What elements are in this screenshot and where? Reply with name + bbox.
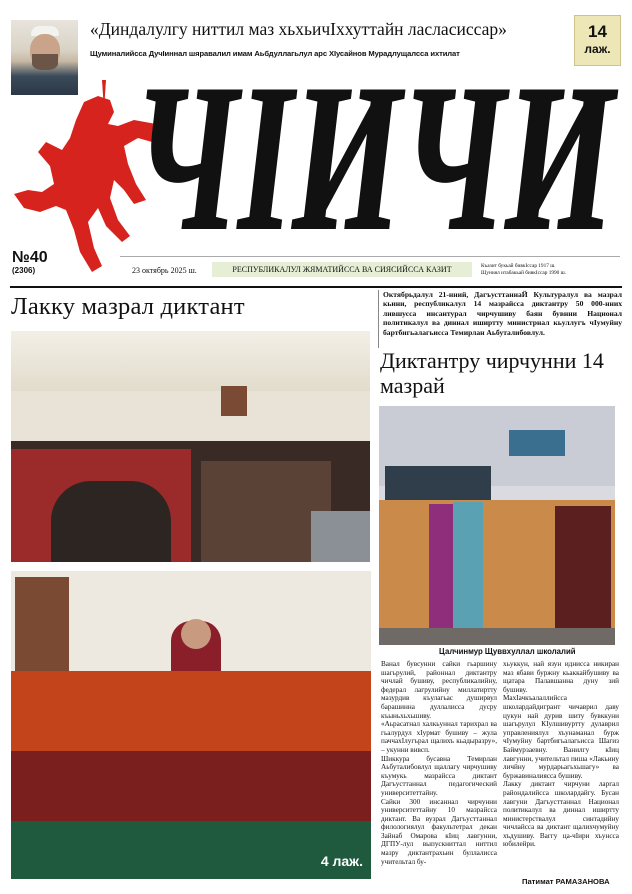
founded-line-2: Щуниял итабакьай бивкIссар 1990 ш. xyxy=(481,270,567,276)
feature-subline: Щуминалийсса ДучӀиннал шяравалил имам Аьбдуллагьлул арс ХӀусайнов Мурадлущалсса ихтилат xyxy=(90,49,460,58)
lead-text: Октябрьдалул 21-нний, ДагъусттаннаЙ Культуралул ва мазрал кьини, республикалул 14 мазрайсса диктантру 50 000-нних лившусса инсантурал чирчушиву баян бувнни Национал политикалул ва диннал иширтту министрнал кьуллугъ чIумуйну бартбигьалагьисса Темирлан Аьбуталибовлул. xyxy=(383,290,622,337)
paper-subtitle xyxy=(212,262,472,277)
left-headline: Лакку мазрал диктант xyxy=(11,293,245,320)
paper-subtitle-text: РЕСПУБЛИКАЛУЛ ЖЯМАТИЙССА ВА СИЯСИЙССА КАЗИТ xyxy=(232,265,452,274)
issue-date: 23 октябрь 2025 ш. xyxy=(132,266,197,275)
page-reference-box xyxy=(574,15,621,66)
founded-line-1: Къазит букьай бивкIссар 1917 ш. xyxy=(481,263,556,269)
masthead-rule xyxy=(120,256,620,257)
lead-box xyxy=(378,290,622,348)
issue-total: (2306) xyxy=(12,266,36,275)
header-bottom-rule xyxy=(10,286,622,288)
article-author: Патимат РАМАЗАНОВА xyxy=(522,877,610,886)
right-headline: Диктантру чирчунни 14 мазрай xyxy=(380,348,604,398)
article-column-1: Ванал бувсунни сайки гьаршину шагьрулий, районнал диктантру чичлай бушиву, республикалийну, федерал лагрулийну миллатиртту мазурдив къулагьас душирвул барашинна дуллалисса дусру къыньхьхьшиву. «Аьрасатнал халкьуннал тарихрал ва гьалурдул хIурмат бушиву – жула паччахIлугърал щалихъ кьадыразру», – укунни вивсп. Шиккура бусавна Темирлан Аьбуталибовлул щаллагу чирчушиву къумукь мазрайсса диктант Дагъусттаннал педагогический университеттайну. Сайки 300 инсаннал чирчунни университеттайну 10 мазрайсса диктант. Ва вузрал Дагъусттаннал филологиялул факультетрал декан Зайнаб Омарова кIиц лавгунни, ДГПУ-лул выпускниттал ниттил мазру диктантрахьин буллалисса учительтал бу- xyxy=(381,660,497,866)
school-dictation-photo xyxy=(379,406,615,645)
issue-number: №40 xyxy=(12,249,48,266)
photo-caption: Цалчинмур Щуввхуллал школалий xyxy=(439,647,576,656)
masthead-text: ЧӀИЧИ xyxy=(134,60,618,256)
children-costume-photo xyxy=(11,571,371,879)
feature-quote: «Диндалулгу ниттил маз хьхьичӀххуттайн ласласиссар» xyxy=(90,19,507,39)
auditorium-photo xyxy=(11,331,370,562)
article-column-2: хьуккун, най язун иднисса никиран маз ябави буржну кьаккайбушиву ва щатара Палавшанна дуну зий бушиву. МахIачкъалаллийсса школардайдигрант чичаврил даву цукун най дурив шиту бувккуни шагьрулул КIулшивуртту дулаврил управлениялул хъунаманал бурж чIумуйну бартбигьалагьисса Шагиз Баймурзаевну. Ванилгу кIиц лавгунни, учительтал пиша «Лакьину личйну мурдарьагьхьшагу» ва буржавиналиясса бушиву. Лакку диктант чирчуни ларгал райондалийсса школардайгу. Бусан лавгуни Дагъусттаннал Национал политикалул ва диннал иширтту министерствалул синтадийну чичлайсса ва диктант щалихчумуйну хъдушиву. Ваггу ца-чIири хъунсса юбилейри. xyxy=(503,660,619,849)
page-reference-number: 14 xyxy=(588,22,607,41)
photo-page-ref: 4 лаж. xyxy=(320,853,363,869)
masthead-title xyxy=(130,60,622,256)
page-reference-unit: лаж. xyxy=(584,42,611,56)
